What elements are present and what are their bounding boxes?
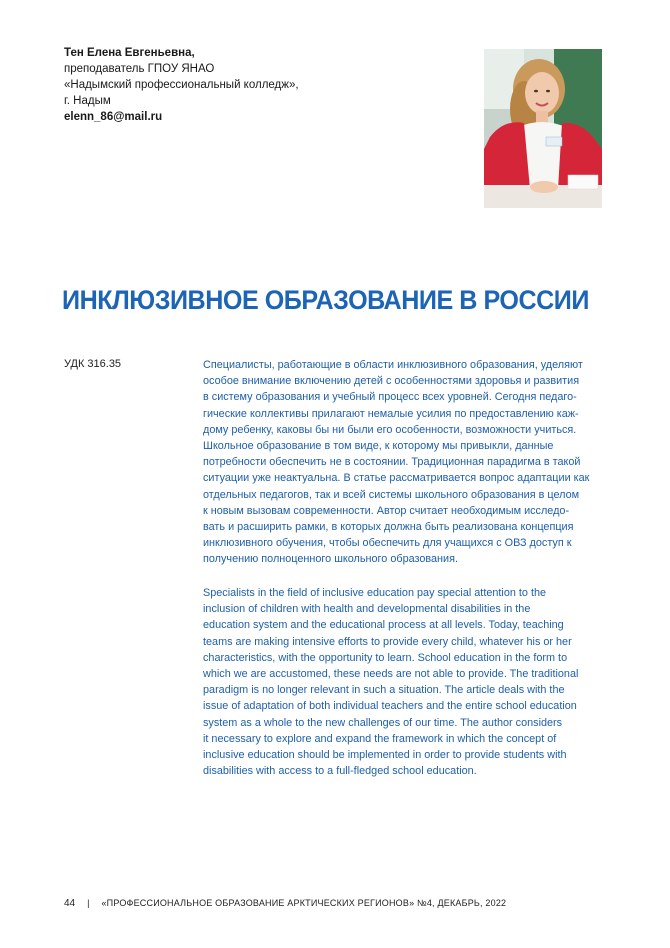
udk-code: УДК 316.35 (64, 358, 122, 370)
abstract-line: disabilities with access to a full-fledged school education. (203, 765, 477, 778)
abstract-line: особое внимание включению детей с особенностями здоровья и развития (203, 375, 580, 388)
page-footer (64, 896, 506, 911)
abstract-line: в систему образования и учебный процесс всех уровней. Сегодня педаго- (203, 391, 577, 404)
abstract-line: paradigm is no longer relevant in such a situation. The article deals with the (203, 684, 565, 697)
abstract-line: дому ребенку, каковы бы ни были его особенности, возможности учиться. (203, 423, 577, 436)
abstract-line: characteristics, with the opportunity to learn. School education in the form to (203, 651, 568, 664)
abstract-line: inclusive education should be implemented in order to provide students with (203, 749, 567, 762)
article-title: ИНКЛЮЗИВНОЕ ОБРАЗОВАНИЕ В РОССИИ (62, 285, 589, 315)
abstract-line: получению полноценного школьного образования. (203, 553, 458, 566)
author-email[interactable]: elenn_86@mail.ru (64, 111, 163, 123)
abstract-line: инклюзивного обучения, чтобы обеспечить для учащихся с ОВЗ доступ к (203, 537, 572, 550)
author-info (64, 45, 424, 125)
author-position: преподаватель ГПОУ ЯНАО (64, 63, 215, 75)
journal-name: «ПРОФЕССИОНАЛЬНОЕ ОБРАЗОВАНИЕ АРКТИЧЕСКИХ РЕГИОНОВ» №4, ДЕКАБРЬ, 2022 (101, 898, 507, 908)
abstract-line: education system and the educational process at all levels. Today, teaching (203, 619, 564, 632)
abstract-line: Специалисты, работающие в области инклюзивного образования, уделяют (203, 359, 583, 371)
footer-separator: | (87, 898, 90, 908)
abstract-line: inclusion of children with health and developmental disabilities in the (203, 603, 531, 616)
abstract-line: к новым вызовам современности. Автор считает необходимым исследо- (203, 504, 570, 517)
abstract-line: Школьное образование в том виде, к которому мы привыкли, данные (203, 440, 554, 453)
abstract-line: потребности обеспечить не в состоянии. Традиционная парадигма в такой (203, 456, 581, 469)
abstract-line: ситуации уже неактуальна. В статье рассматривается вопрос адаптации как (203, 472, 590, 485)
page-number: 44 (64, 898, 76, 909)
abstract-line: issue of adaptation of both individual teachers and the entire school education (203, 700, 577, 713)
abstract-line: it necessary to explore and expand the framework in which the concept of (203, 732, 557, 745)
author-institution: «Надымский профессиональный колледж», (64, 79, 299, 91)
abstract-line: system as a whole to the new challenges of our time. The author considers (203, 716, 563, 729)
abstract-line: teams are making intensive efforts to provide every child, whatever his or her (203, 635, 572, 648)
abstract-line: гические коллективы прилагают немалые усилия по предоставлению каж- (203, 407, 579, 420)
author-name: Тен Елена Евгеньевна, (64, 47, 195, 59)
author-photo (484, 49, 602, 208)
author-city: г. Надым (64, 95, 111, 107)
abstract-line: Specialists in the field of inclusive education pay special attention to the (203, 587, 547, 599)
abstract-line: which we are accustomed, these needs are not able to provide. The traditional (203, 668, 579, 681)
abstract-russian (203, 357, 606, 568)
abstract-line: вать и расширить рамки, в которых должна быть реализована концепция (203, 521, 574, 534)
abstract-line: отдельных педагогов, так и всей системы школьного образования в целом (203, 488, 580, 501)
abstract-english (203, 585, 606, 779)
